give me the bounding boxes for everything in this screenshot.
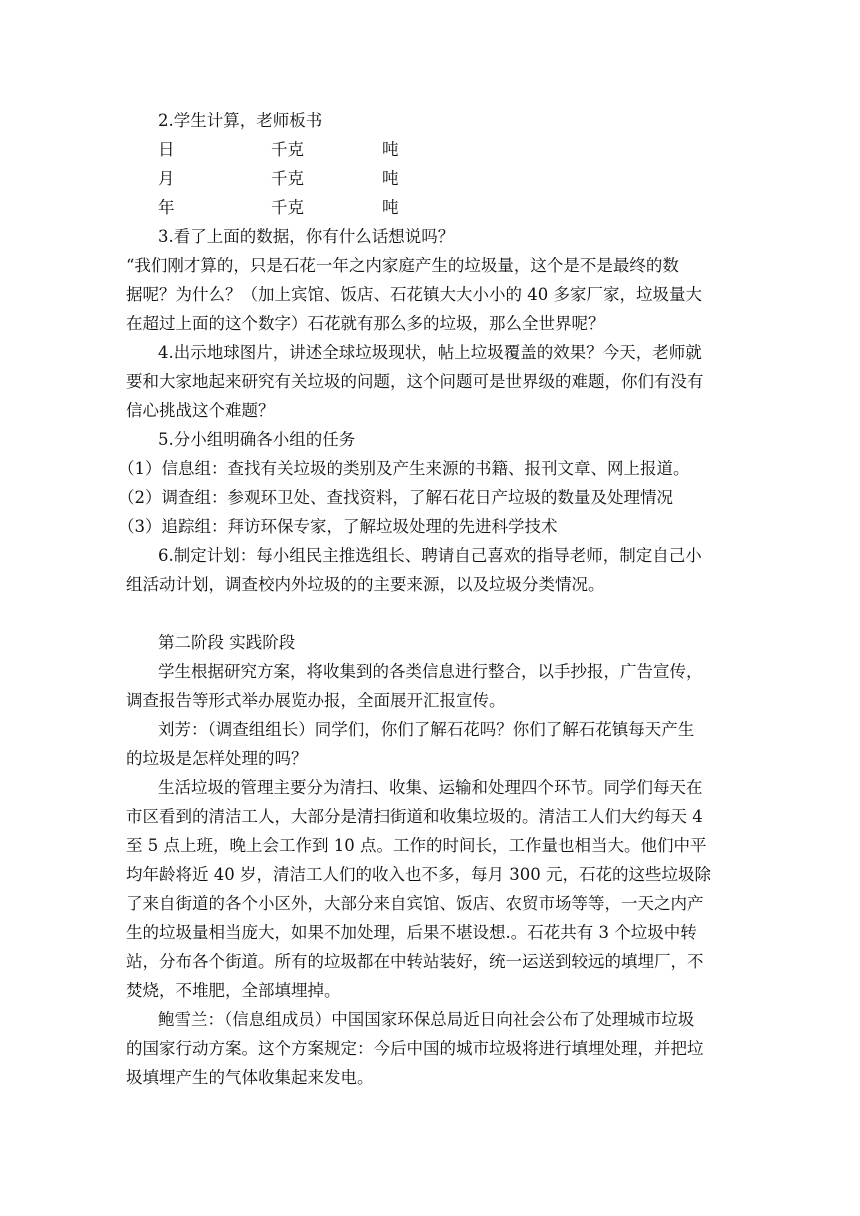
- management-line-5: 了来自街道的各个小区外，大部分来自宾馆、饭店、农贸市场等等，一天之内产: [126, 894, 704, 913]
- step-4-line-1: 4.出示地球图片，讲述全球垃圾现状，帖上垃圾覆盖的效果？今天，老师就: [158, 343, 702, 362]
- group-track-line: （3）追踪组：拜访环保专家，了解垃圾处理的先进科学技术: [118, 517, 558, 536]
- step-3-line: 3.看了上面的数据，你有什么话想说吗？: [158, 227, 455, 246]
- table-row-kg: 千克: [271, 198, 304, 217]
- management-line-4: 均年龄将近 40 岁，清洁工人们的收入也不多，每月 300 元，石花的这些垃圾除: [126, 865, 711, 884]
- baoxuelan-line-1: 鲍雪兰：（信息组成员）中国国家环保总局近日向社会公布了处理城市垃圾: [158, 1010, 695, 1029]
- quote-line-1: “我们刚才算的，只是石花一年之内家庭产生的垃圾量，这个是不是最终的数: [126, 256, 679, 275]
- group-survey-line: （2）调查组：参观环卫处、查找资料，了解石花日产垃圾的数量及处理情况: [118, 488, 673, 507]
- management-line-3: 至 5 点上班，晚上会工作到 10 点。工作的时间长，工作量也相当大。他们中平: [126, 836, 707, 855]
- management-line-1: 生活垃圾的管理主要分为清扫、收集、运输和处理四个环节。同学们每天在: [158, 778, 703, 797]
- management-line-2: 市区看到的清洁工人，大部分是清扫街道和收集垃圾的。清洁工人们大约每天 4: [126, 807, 703, 826]
- step-2-line: 2.学生计算，老师板书: [158, 111, 323, 130]
- quote-line-2: 据呢？为什么？（加上宾馆、饭店、石花镇大大小小的 40 多家厂家，垃圾量大: [126, 285, 702, 304]
- table-row-kg: 千克: [271, 169, 304, 188]
- table-row-ton: 吨: [382, 140, 399, 159]
- step-5-line: 5.分小组明确各小组的任务: [158, 430, 356, 449]
- step-4-line-2: 要和大家地起来研究有关垃圾的问题，这个问题可是世界级的难题，你们有没有: [126, 372, 704, 391]
- table-row-unit: 年: [158, 198, 175, 217]
- step-4-line-3: 信心挑战这个难题？: [126, 401, 275, 420]
- stage-2-intro-line-1: 学生根据研究方案，将收集到的各类信息进行整合，以手抄报，广告宣传，: [158, 662, 703, 681]
- stage-2-heading: 第二阶段 实践阶段: [158, 633, 296, 652]
- step-6-line-2: 组活动计划，调查校内外垃圾的的主要来源，以及垃圾分类情况。: [126, 575, 605, 594]
- baoxuelan-line-2: 的国家行动方案。这个方案规定：今后中国的城市垃圾将进行填埋处理，并把垃: [126, 1039, 704, 1058]
- step-6-line-1: 6.制定计划：每小组民主推选组长、聘请自己喜欢的指导老师，制定自己小: [158, 546, 702, 565]
- table-row-kg: 千克: [271, 140, 304, 159]
- management-line-6: 生的垃圾量相当庞大，如果不加处理，后果不堪设想.。石花共有 3 个垃圾中转: [126, 923, 697, 942]
- group-info-line: （1）信息组：查找有关垃圾的类别及产生来源的书籍、报刊文章、网上报道。: [118, 459, 690, 478]
- management-line-7: 站，分布各个街道。所有的垃圾都在中转站装好，统一运送到较远的填埋厂，不: [126, 952, 704, 971]
- table-row-unit: 月: [158, 169, 175, 188]
- baoxuelan-line-3: 圾填埋产生的气体收集起来发电。: [126, 1068, 374, 1087]
- liufang-line-2: 的垃圾是怎样处理的吗？: [126, 749, 308, 768]
- liufang-line-1: 刘芳：（调查组组长）同学们，你们了解石花吗？你们了解石花镇每天产生: [158, 720, 695, 739]
- management-line-8: 焚烧，不堆肥，全部填埋掉。: [126, 981, 341, 1000]
- table-row-ton: 吨: [382, 169, 399, 188]
- quote-line-3: 在超过上面的这个数字）石花就有那么多的垃圾，那么全世界呢？: [126, 314, 605, 333]
- stage-2-intro-line-2: 调查报告等形式举办展览办报，全面展开汇报宣传。: [126, 691, 506, 710]
- table-row-ton: 吨: [382, 198, 399, 217]
- table-row-unit: 日: [158, 140, 175, 159]
